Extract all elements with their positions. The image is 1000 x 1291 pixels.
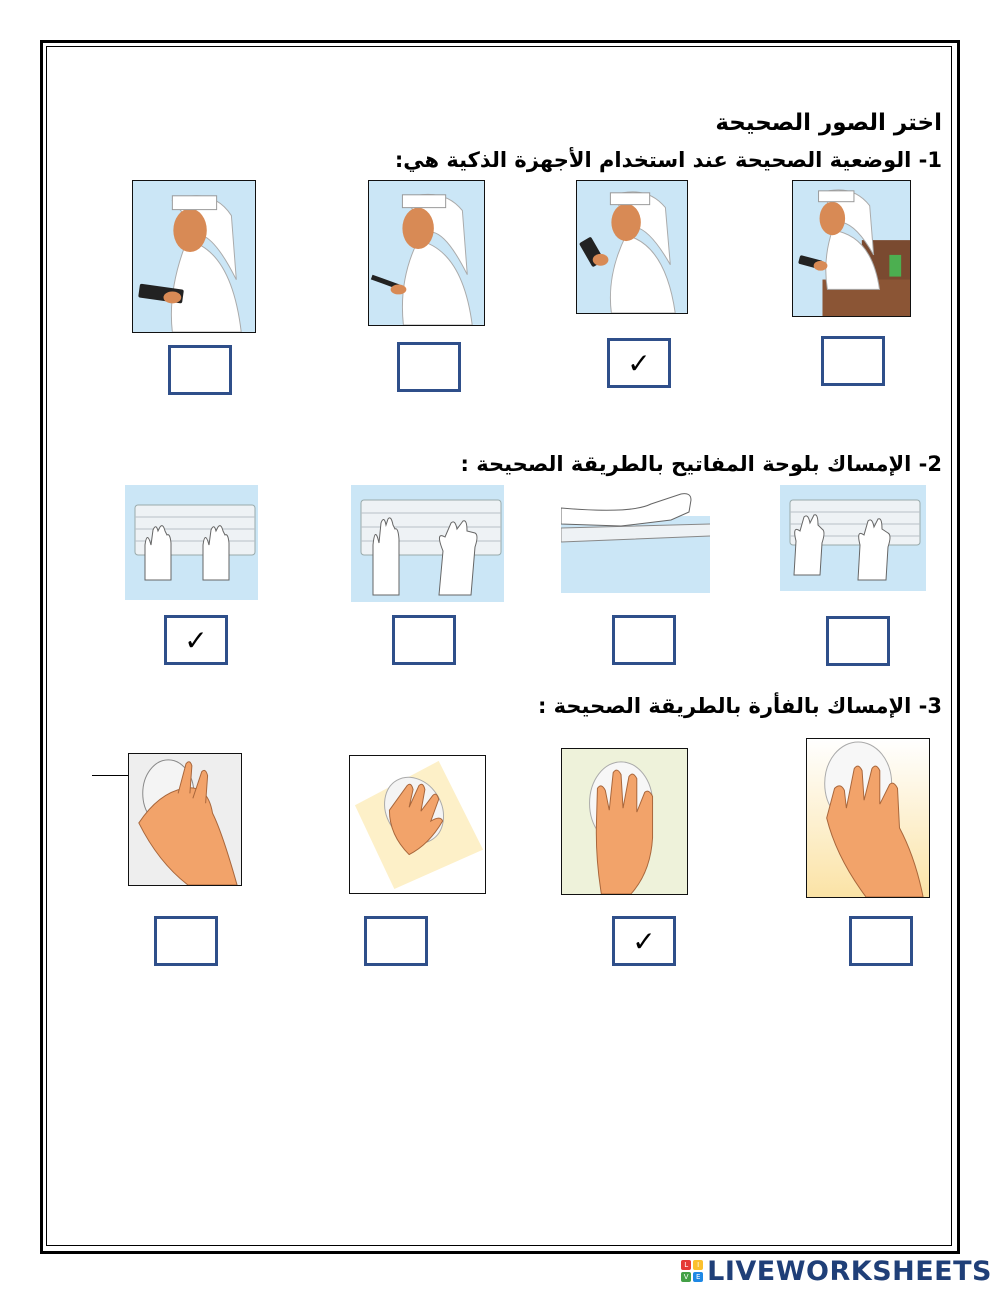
q2-checkbox-3[interactable] xyxy=(612,615,676,665)
logo-square-red: L xyxy=(681,1260,691,1270)
q3-checkbox-2[interactable] xyxy=(364,916,428,966)
q3-image-3 xyxy=(561,748,688,895)
q1-image-1 xyxy=(132,180,256,333)
q2-image-2 xyxy=(351,485,504,602)
worksheet-heading: اختر الصور الصحيحة xyxy=(715,110,942,136)
q3-checkbox-4[interactable] xyxy=(849,916,913,966)
q3-checkbox-1[interactable] xyxy=(154,916,218,966)
q1-checkbox-1[interactable] xyxy=(168,345,232,395)
q2-checkbox-4[interactable] xyxy=(826,616,890,666)
q3-image-4 xyxy=(806,738,930,898)
q1-image-3 xyxy=(576,180,688,314)
q2-image-3 xyxy=(561,486,710,593)
logo-square-green: V xyxy=(681,1272,691,1282)
liveworksheets-logo xyxy=(681,1256,992,1286)
q1-checkbox-2[interactable] xyxy=(397,342,461,392)
q1-image-4 xyxy=(792,180,911,317)
q1-checkbox-4[interactable] xyxy=(821,336,885,386)
q2-image-4 xyxy=(780,485,926,591)
q2-checkbox-1[interactable]: ✓ xyxy=(164,615,228,665)
q3-image-1 xyxy=(128,753,242,886)
question-2-label: 2- الإمساك بلوحة المفاتيح بالطريقة الصحيحة : xyxy=(460,452,942,476)
logo-text: LIVEWORKSHEETS xyxy=(707,1255,992,1287)
q1-image-2 xyxy=(368,180,485,326)
logo-square-yellow: I xyxy=(693,1260,703,1270)
question-1-label: 1- الوضعية الصحيحة عند استخدام الأجهزة الذكية هي: xyxy=(394,148,942,172)
logo-square-blue: E xyxy=(693,1272,703,1282)
logo-grid-icon xyxy=(681,1260,703,1282)
q3-image-2 xyxy=(349,755,486,894)
q3-checkbox-3[interactable]: ✓ xyxy=(612,916,676,966)
pointer-line xyxy=(92,775,130,776)
q2-image-1 xyxy=(125,485,258,600)
q1-checkbox-3[interactable]: ✓ xyxy=(607,338,671,388)
q2-checkbox-2[interactable] xyxy=(392,615,456,665)
question-3-label: 3- الإمساك بالفأرة بالطريقة الصحيحة : xyxy=(537,694,942,718)
